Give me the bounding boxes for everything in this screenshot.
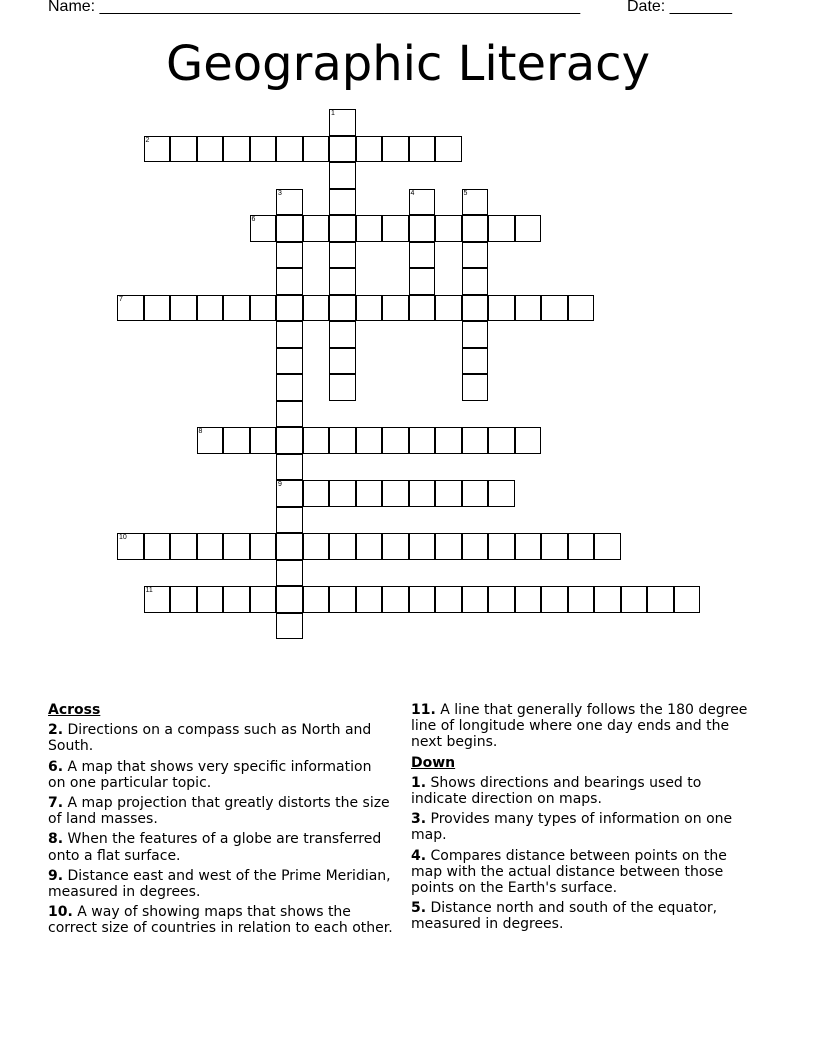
grid-cell[interactable] [303,586,330,613]
grid-cell[interactable] [303,295,330,322]
clue-number: 8. [48,831,64,848]
grid-cell[interactable] [541,586,568,613]
grid-cell[interactable] [356,215,383,242]
grid-cell[interactable] [382,295,409,322]
grid-cell[interactable] [276,560,303,587]
grid-cell[interactable] [197,427,224,454]
grid-cell[interactable] [329,268,356,295]
grid-cell[interactable] [488,586,515,613]
grid-cell[interactable] [435,427,462,454]
grid-cell[interactable] [541,533,568,560]
clues-left-column [48,702,393,941]
clue-text: Distance north and south of the equator, measured in degrees. [411,900,718,933]
grid-cell[interactable] [170,136,197,163]
cell-number: 8 [198,428,203,435]
clue-text: Compares distance between points on the map with the actual distance between those points on the Earth's surface. [411,847,727,897]
grid-cell[interactable] [197,295,224,322]
grid-cell[interactable] [144,136,171,163]
grid-cell[interactable] [329,295,356,322]
grid-cell[interactable] [223,427,250,454]
grid-cell[interactable] [356,533,383,560]
grid-cell[interactable] [250,427,277,454]
grid-cell[interactable] [409,427,436,454]
grid-cell[interactable] [329,374,356,401]
grid-cell[interactable] [515,586,542,613]
clue-text: A map projection that greatly distorts the size of land masses. [48,795,390,828]
grid-cell[interactable] [250,586,277,613]
grid-cell[interactable] [382,480,409,507]
grid-cell[interactable] [276,454,303,481]
grid-cell[interactable] [276,268,303,295]
grid-cell[interactable] [144,533,171,560]
grid-cell[interactable] [488,427,515,454]
cell-number: 1 [331,110,335,117]
clues-right-column [411,702,756,937]
grid-cell[interactable] [462,480,489,507]
grid-cell[interactable] [435,215,462,242]
down-clue-5 [411,900,756,932]
grid-cell[interactable] [250,533,277,560]
grid-cell[interactable] [594,586,621,613]
cell-number: 3 [278,189,282,197]
grid-cell[interactable] [488,215,515,242]
grid-cell[interactable] [515,533,542,560]
grid-cell[interactable] [568,295,595,322]
grid-cell[interactable] [382,586,409,613]
grid-cell[interactable] [462,374,489,401]
grid-cell[interactable] [382,427,409,454]
grid-cell[interactable] [144,295,171,322]
grid-cell[interactable] [462,321,489,348]
across-clue-10 [48,904,393,936]
grid-cell[interactable] [303,533,330,560]
grid-cell[interactable] [250,215,277,242]
clue-text: Shows directions and bearings used to indicate direction on maps. [411,774,702,808]
grid-cell[interactable] [303,427,330,454]
grid-cell[interactable] [541,295,568,322]
grid-cell[interactable] [276,427,303,454]
grid-cell[interactable] [170,586,197,613]
grid-cell[interactable] [197,136,224,163]
cell-number: 4 [410,189,415,197]
grid-cell[interactable] [462,533,489,560]
grid-cell[interactable] [329,321,356,348]
grid-cell[interactable] [223,586,250,613]
clue-number: 5. [411,900,427,917]
clue-number: 9. [48,867,64,884]
grid-cell[interactable] [329,533,356,560]
clue-text: A way of showing maps that shows the correct size of countries in relation to each other. [48,904,393,937]
grid-cell[interactable] [329,427,356,454]
across-clue-6 [48,759,393,791]
grid-cell[interactable] [223,533,250,560]
date-field[interactable]: Date: _______ [627,0,732,15]
across-heading: Across [48,702,101,718]
grid-cell[interactable] [197,586,224,613]
across-clue-9 [48,868,393,900]
name-field[interactable]: Name: ______________________________________________________ [48,0,581,15]
across-clue-8 [48,831,393,863]
grid-cell[interactable] [382,215,409,242]
grid-cell[interactable] [329,162,356,189]
grid-cell[interactable] [329,586,356,613]
grid-cell[interactable] [329,480,356,507]
grid-cell[interactable] [409,295,436,322]
grid-cell[interactable] [409,480,436,507]
grid-cell[interactable] [594,533,621,560]
grid-cell[interactable] [276,507,303,534]
cell-number: 2 [145,136,150,144]
grid-cell[interactable] [223,295,250,322]
grid-cell[interactable] [515,295,542,322]
grid-cell[interactable] [621,586,648,613]
grid-cell[interactable] [276,295,303,322]
grid-cell[interactable] [329,242,356,269]
grid-cell[interactable] [435,136,462,163]
clue-number: 1. [411,774,427,791]
grid-cell[interactable] [356,136,383,163]
clue-number: 7. [48,795,64,812]
grid-cell[interactable] [276,136,303,163]
grid-cell[interactable] [276,401,303,428]
grid-cell[interactable] [647,586,674,613]
grid-cell[interactable] [250,295,277,322]
grid-cell[interactable] [409,215,436,242]
grid-cell[interactable] [276,215,303,242]
clue-number: 3. [411,811,427,828]
grid-cell[interactable] [276,533,303,560]
grid-cell[interactable] [409,242,436,269]
cell-number: 6 [251,216,256,223]
grid-cell[interactable] [462,348,489,375]
grid-cell[interactable] [276,586,303,613]
across-clue-2 [48,722,393,754]
cell-number: 7 [119,295,123,303]
grid-cell[interactable] [276,480,303,507]
grid-cell[interactable] [409,586,436,613]
grid-cell[interactable] [303,215,330,242]
down-clue-3 [411,811,756,843]
grid-cell[interactable] [488,295,515,322]
grid-cell[interactable] [435,480,462,507]
grid-cell[interactable] [329,348,356,375]
grid-cell[interactable] [223,136,250,163]
grid-cell[interactable] [276,613,303,640]
grid-cell[interactable] [488,533,515,560]
clue-text: Directions on a compass such as North and South. [48,722,372,755]
grid-cell[interactable] [276,321,303,348]
grid-cell[interactable] [462,215,489,242]
grid-cell[interactable] [435,586,462,613]
grid-cell[interactable] [276,242,303,269]
grid-cell[interactable] [276,348,303,375]
grid-cell[interactable] [356,586,383,613]
grid-cell[interactable] [276,374,303,401]
down-clue-1 [411,775,756,807]
grid-cell[interactable] [144,586,171,613]
grid-cell[interactable] [462,268,489,295]
grid-cell[interactable] [170,533,197,560]
clue-number: 2. [48,722,64,739]
grid-cell[interactable] [435,533,462,560]
grid-cell[interactable] [409,268,436,295]
clue-text: A line that generally follows the 180 degree line of longitude where one day ends and the next begins. [411,702,748,751]
grid-cell[interactable] [170,295,197,322]
grid-cell[interactable] [462,189,489,216]
grid-cell[interactable] [303,136,330,163]
grid-cell[interactable] [462,242,489,269]
cell-number: 5 [463,189,468,197]
grid-cell[interactable] [356,295,383,322]
clue-number: 4. [411,847,427,864]
across-clue-7 [48,795,393,827]
grid-cell[interactable] [356,427,383,454]
down-clue-4 [411,848,756,897]
clue-text: Distance east and west of the Prime Meridian, measured in degrees. [48,867,391,901]
grid-cell[interactable] [568,533,595,560]
grid-cell[interactable] [197,533,224,560]
grid-cell[interactable] [409,533,436,560]
grid-cell[interactable] [329,109,356,136]
grid-cell[interactable] [515,215,542,242]
grid-cell[interactable] [356,480,383,507]
clue-number: 11. [411,702,436,718]
grid-cell[interactable] [382,533,409,560]
grid-cell[interactable] [488,480,515,507]
grid-cell[interactable] [674,586,701,613]
clue-text: A map that shows very specific information on one particular topic. [48,758,372,791]
across-clue-11 [411,702,756,751]
down-heading: Down [411,754,456,771]
grid-cell[interactable] [303,480,330,507]
cell-number: 9 [278,481,282,488]
clue-text: When the features of a globe are transferred onto a flat surface. [48,831,382,864]
grid-cell[interactable] [329,215,356,242]
grid-cell[interactable] [409,189,436,216]
grid-cell[interactable] [409,136,436,163]
grid-cell[interactable] [329,136,356,163]
grid-cell[interactable] [117,295,144,322]
cell-number: 10 [119,534,127,541]
grid-cell[interactable] [382,136,409,163]
grid-cell[interactable] [462,295,489,322]
grid-cell[interactable] [276,189,303,216]
clue-number: 10. [48,904,73,921]
grid-cell[interactable] [568,586,595,613]
clue-number: 6. [48,758,64,775]
grid-cell[interactable] [329,189,356,216]
grid-cell[interactable] [462,427,489,454]
grid-cell[interactable] [117,533,144,560]
grid-cell[interactable] [250,136,277,163]
puzzle-title: Geographic Literacy [166,36,650,92]
clue-text: Provides many types of information on one map. [411,811,733,844]
grid-cell[interactable] [435,295,462,322]
grid-cell[interactable] [515,427,542,454]
grid-cell[interactable] [462,586,489,613]
cell-number: 11 [145,587,153,594]
